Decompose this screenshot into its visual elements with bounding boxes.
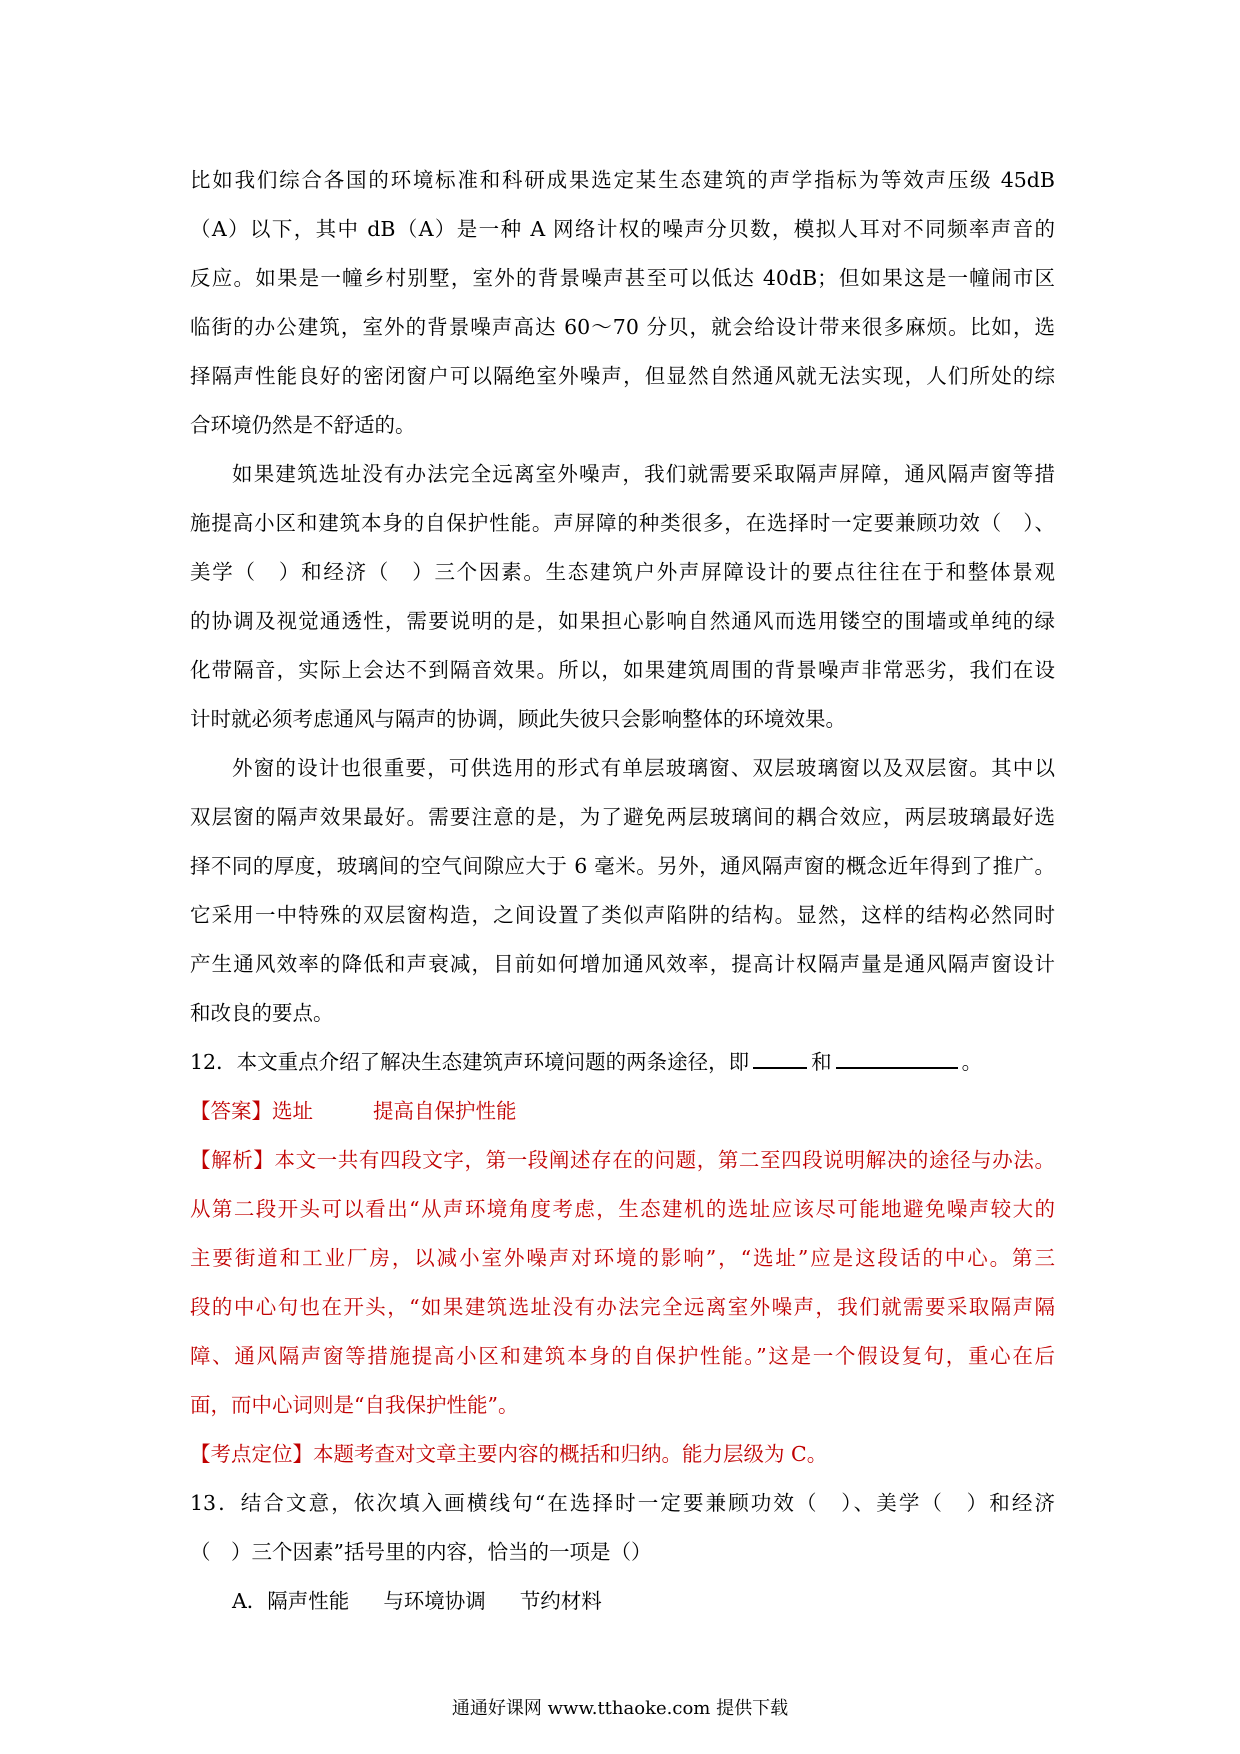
paragraph-line: 择不同的厚度，玻璃间的空气间隙应大于 6 毫米。另外，通风隔声窗的概念近年得到了推广。 bbox=[190, 854, 1055, 878]
answer-first: 选址 bbox=[272, 1099, 313, 1123]
kaodian-label: 【考点定位】 bbox=[190, 1442, 313, 1466]
answer-blank-2[interactable] bbox=[836, 1045, 958, 1069]
option-a-second: 与环境协调 bbox=[383, 1589, 486, 1613]
analysis-line: 段的中心句也在开头，“如果建筑选址没有办法完全远离室外噪声，我们就需要采取隔声隔 bbox=[190, 1295, 1055, 1319]
question-13-line: 13．结合文意，依次填入画横线句“在选择时一定要兼顾功效（ ）、美学（ ）和经济 bbox=[190, 1491, 1055, 1515]
question-12-middle: 和 bbox=[811, 1050, 832, 1074]
kaodian-text: 本题考查对文章主要内容的概括和归纳。能力层级为 C。 bbox=[313, 1442, 828, 1466]
document-body bbox=[190, 156, 1055, 1626]
paragraph-1 bbox=[190, 156, 1055, 450]
paragraph-line: 比如我们综合各国的环境标准和科研成果选定某生态建筑的声学指标为等效声压级 45dB bbox=[190, 168, 1055, 192]
paragraph-line: 它采用一中特殊的双层窗构造，之间设置了类似声陷阱的结构。显然，这样的结构必然同时 bbox=[190, 903, 1055, 927]
question-13-line: （ ）三个因素”括号里的内容，恰当的一项是（） bbox=[190, 1540, 652, 1564]
paragraph-line: 美学（ ）和经济（ ）三个因素。生态建筑户外声屏障设计的要点往往在于和整体景观 bbox=[190, 560, 1055, 584]
paragraph-line: 反应。如果是一幢乡村别墅，室外的背景噪声甚至可以低达 40dB；但如果这是一幢闹市区 bbox=[190, 266, 1055, 290]
paragraph-line: 临街的办公建筑，室外的背景噪声高达 60～70 分贝，就会给设计带来很多麻烦。比如，选 bbox=[190, 315, 1055, 339]
option-a[interactable] bbox=[190, 1577, 1055, 1626]
paragraph-line: 和改良的要点。 bbox=[190, 1001, 334, 1025]
kaodian-12 bbox=[190, 1430, 1055, 1479]
paragraph-line: 双层窗的隔声效果最好。需要注意的是，为了避免两层玻璃间的耦合效应，两层玻璃最好选 bbox=[190, 805, 1055, 829]
analysis-first-line: 本文一共有四段文字，第一段阐述存在的问题，第二至四段说明解决的途径与办法。 bbox=[274, 1148, 1056, 1172]
analysis-line: 从第二段开头可以看出“从声环境角度考虑，生态建机的选址应该尽可能地避免噪声较大的 bbox=[190, 1197, 1055, 1221]
paragraph-line: （A）以下，其中 dB（A）是一种 A 网络计权的噪声分贝数，模拟人耳对不同频率声音的 bbox=[190, 217, 1055, 241]
answer-second: 提高自保护性能 bbox=[373, 1099, 517, 1123]
page-footer: 通通好课网 www.tthaoke.com 提供下载 bbox=[451, 1698, 789, 1719]
analysis-line bbox=[190, 1136, 1055, 1185]
analysis-label: 【解析】 bbox=[190, 1148, 275, 1172]
analysis-line: 主要街道和工业厂房，以减小室外噪声对环境的影响”，“选址”应是这段话的中心。第三 bbox=[190, 1246, 1055, 1270]
question-12-prefix: 12．本文重点介绍了解决生态建筑声环境问题的两条途径，即 bbox=[190, 1050, 750, 1074]
paragraph-line: 合环境仍然是不舒适的。 bbox=[190, 413, 416, 437]
paragraph-line: 化带隔音，实际上会达不到隔音效果。所以，如果建筑周围的背景噪声非常恶劣，我们在设 bbox=[190, 658, 1055, 682]
paragraph-line: 外窗的设计也很重要，可供选用的形式有单层玻璃窗、双层玻璃窗以及双层窗。其中以 bbox=[232, 756, 1055, 780]
answer-blank-1[interactable] bbox=[753, 1045, 807, 1069]
paragraph-2 bbox=[190, 450, 1055, 744]
paragraph-3 bbox=[190, 744, 1055, 1038]
question-13 bbox=[190, 1479, 1055, 1626]
option-a-label: A．隔声性能 bbox=[232, 1589, 350, 1613]
paragraph-line: 产生通风效率的降低和声衰减，目前如何增加通风效率，提高计权隔声量是通风隔声窗设计 bbox=[190, 952, 1055, 976]
paragraph-line: 如果建筑选址没有办法完全远离室外噪声，我们就需要采取隔声屏障，通风隔声窗等措 bbox=[232, 462, 1055, 486]
paragraph-line: 计时就必须考虑通风与隔声的协调，顾此失彼只会影响整体的环境效果。 bbox=[190, 707, 846, 731]
analysis-line: 面，而中心词则是“自我保护性能”。 bbox=[190, 1393, 519, 1417]
question-12 bbox=[190, 1038, 1055, 1087]
option-a-third: 节约材料 bbox=[519, 1589, 602, 1613]
answer-label: 【答案】 bbox=[190, 1099, 272, 1123]
analysis-line: 障、通风隔声窗等措施提高小区和建筑本身的自保护性能。”这是一个假设复句，重心在后 bbox=[190, 1344, 1055, 1368]
answer-12 bbox=[190, 1087, 1055, 1136]
paragraph-line: 择隔声性能良好的密闭窗户可以隔绝室外噪声，但显然自然通风就无法实现，人们所处的综 bbox=[190, 364, 1055, 388]
paragraph-line: 施提高小区和建筑本身的自保护性能。声屏障的种类很多，在选择时一定要兼顾功效（ ）、 bbox=[190, 511, 1055, 535]
question-12-suffix: 。 bbox=[961, 1050, 983, 1074]
analysis-12 bbox=[190, 1136, 1055, 1430]
paragraph-line: 的协调及视觉通透性，需要说明的是，如果担心影响自然通风而选用镂空的围墙或单纯的绿 bbox=[190, 609, 1055, 633]
